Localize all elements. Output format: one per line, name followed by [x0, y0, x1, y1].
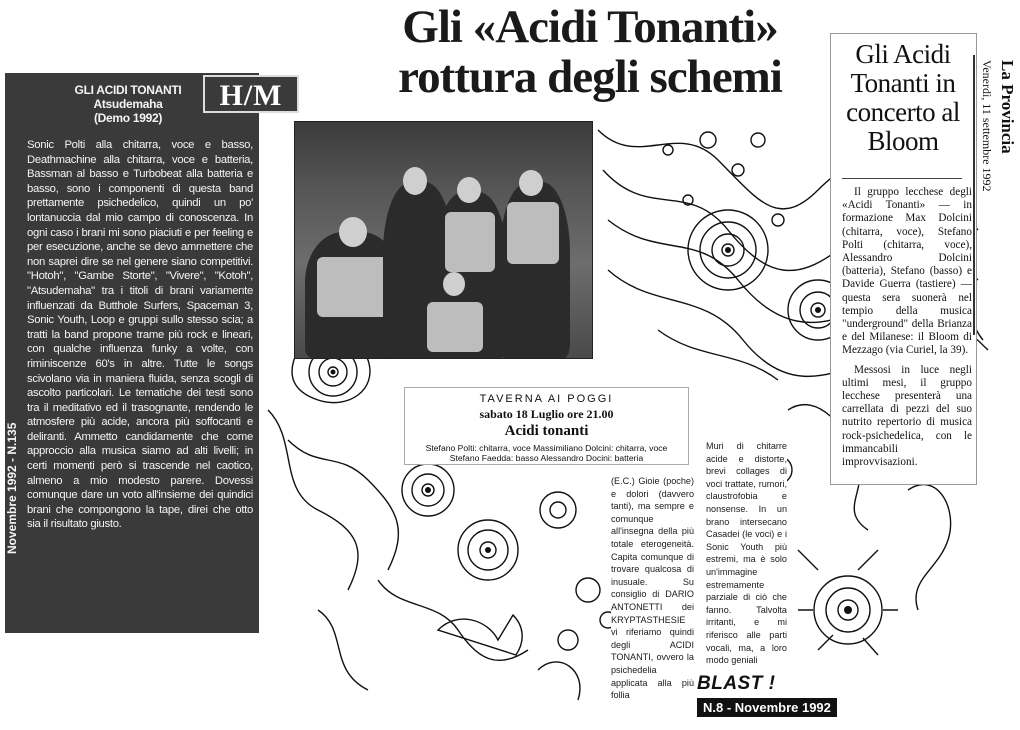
blast-review-column-1: (E.C.) Gioie (poche) e dolori (davvero tanti), ma sempre e comunque all'insegna della più totale eterogeneità. Capita comunque di trovare qualcosa di inusuale. Su consiglio di DARIO ANTONETTI dei KRYPTASTHESIE vi riferiamo quindi degli ACIDI TONANTI, ovvero la psichedelia applicata alla più follia: [611, 475, 694, 725]
provincia-paper-name: La Provincia: [998, 60, 1017, 154]
taverna-venue: TAVERNA AI POGGI: [479, 393, 614, 405]
main-headline: [355, 2, 825, 102]
provincia-divider: [842, 178, 962, 179]
hm-review-column: [5, 73, 259, 633]
taverna-lineup-1: Stefano Polti: chitarra, voce Massimiliano Dolcini: chitarra, voce: [425, 443, 668, 453]
provincia-paragraph-2: Messosi in luce negli ultimi mesi, il gruppo lecchese presenterà una carrellata di pezzi del suo nutrito repertorio di musica rock-psichedelica, con le immancabili improvvisazioni.: [842, 363, 972, 469]
headline-line-1: Gli «Acidi Tonanti»: [402, 1, 778, 53]
provincia-body: [842, 186, 972, 469]
review-demo: (Demo 1992): [93, 111, 163, 125]
headline-line-2: rottura degli schemi: [398, 51, 782, 103]
taverna-lineup-2: Stefano Faedda: basso Alessandro Docini: batteria: [449, 453, 644, 463]
taverna-flyer: [404, 387, 689, 465]
blast-logo: BLAST !: [697, 673, 776, 694]
taverna-date: sabato 18 Luglio ore 21.00: [479, 407, 614, 421]
review-title: GLI ACIDI TONANTI: [74, 83, 182, 97]
review-issue-label: Novembre 1992 - N.135: [5, 422, 19, 554]
hm-magazine-logo: H/M: [203, 75, 299, 113]
blast-review-column-2: Muri di chitarre acide e distorte, brevi collages di voci trattate, rumori, claustrofobia e nonsense. In un brano intersecano Casadei (le voci) e i Sonic Youth più estremi, ma è solo un'immagine estremamente parziale di ciò che fanno. Talvolta irritanti, e mi riferisco alle parti vocali, ma, a loro modo geniali: [706, 440, 787, 690]
provincia-paragraph-1: Il gruppo lecchese degli «Acidi Tonanti» — in formazione Max Dolcini (chitarra, voce), Stefano Polti (chitarra, voce), Alessandro Dolcini (batteria), Stefano (basso) e Davide Guerra (tastiere) — questa sera suonerà nel tempio della musica "underground" della Brianza e del Milanese: il Bloom di Mezzago (via Curiel, la 39).: [842, 186, 972, 357]
band-photo: [294, 121, 593, 359]
review-body: Sonic Polti alla chitarra, voce e basso, Deathmachine alla chitarra, voce e batteria, Bassman al basso e Turbobeat alla batteria e basso, sono i componenti di questa band prettamente psichedelico, quindi un po' lontanuccia dal mio campo di conoscenza. In ogni caso i brani mi sono piaciuti e per feeling e per esecuzione, anche se devo ammettere che non saprei dire se nel genere siano competitivi. "Hotoh", "Gambe Storte", "Vivere", "Kotoh", "Atsudemaha" tra i titoli di brani variamente influenzati da Butthole Surfers, Spaceman 3, Sonic Youth, Loop e gruppi sullo stesso scia; a tratti la band propone trame più rock e lineari, con qualche influenza funky a volte, con riminiscenze 60's in altre. Tutte le songs scivolano via in maniera fluida, senza scogli di ascolto particolari. Le tematiche dei testi sono tra il meditativo ed il trasognante, rendendo le atmosfere più acide, ancora più soffocanti e deliranti. Ammetto candidamente che come approccio alla musica siamo ad alti livelli; in certi momenti però si trascende nel caotico, almeno a mio modesto parere. Dovessi comunque dare un voto all'insieme dei quindici brani che compongono la tape, direi che otto sia il risultato giusto.: [27, 139, 253, 531]
blast-issue-label: N.8 - Novembre 1992: [697, 698, 837, 717]
taverna-band: Acidi tonanti: [504, 423, 589, 439]
provincia-date: Venerdì, 11 settembre 1992: [980, 60, 994, 192]
provincia-masthead: [975, 60, 1019, 360]
provincia-title: Gli Acidi Tonanti in concerto al Bloom: [846, 39, 960, 156]
review-subtitle: Atsudemaha: [93, 97, 163, 111]
